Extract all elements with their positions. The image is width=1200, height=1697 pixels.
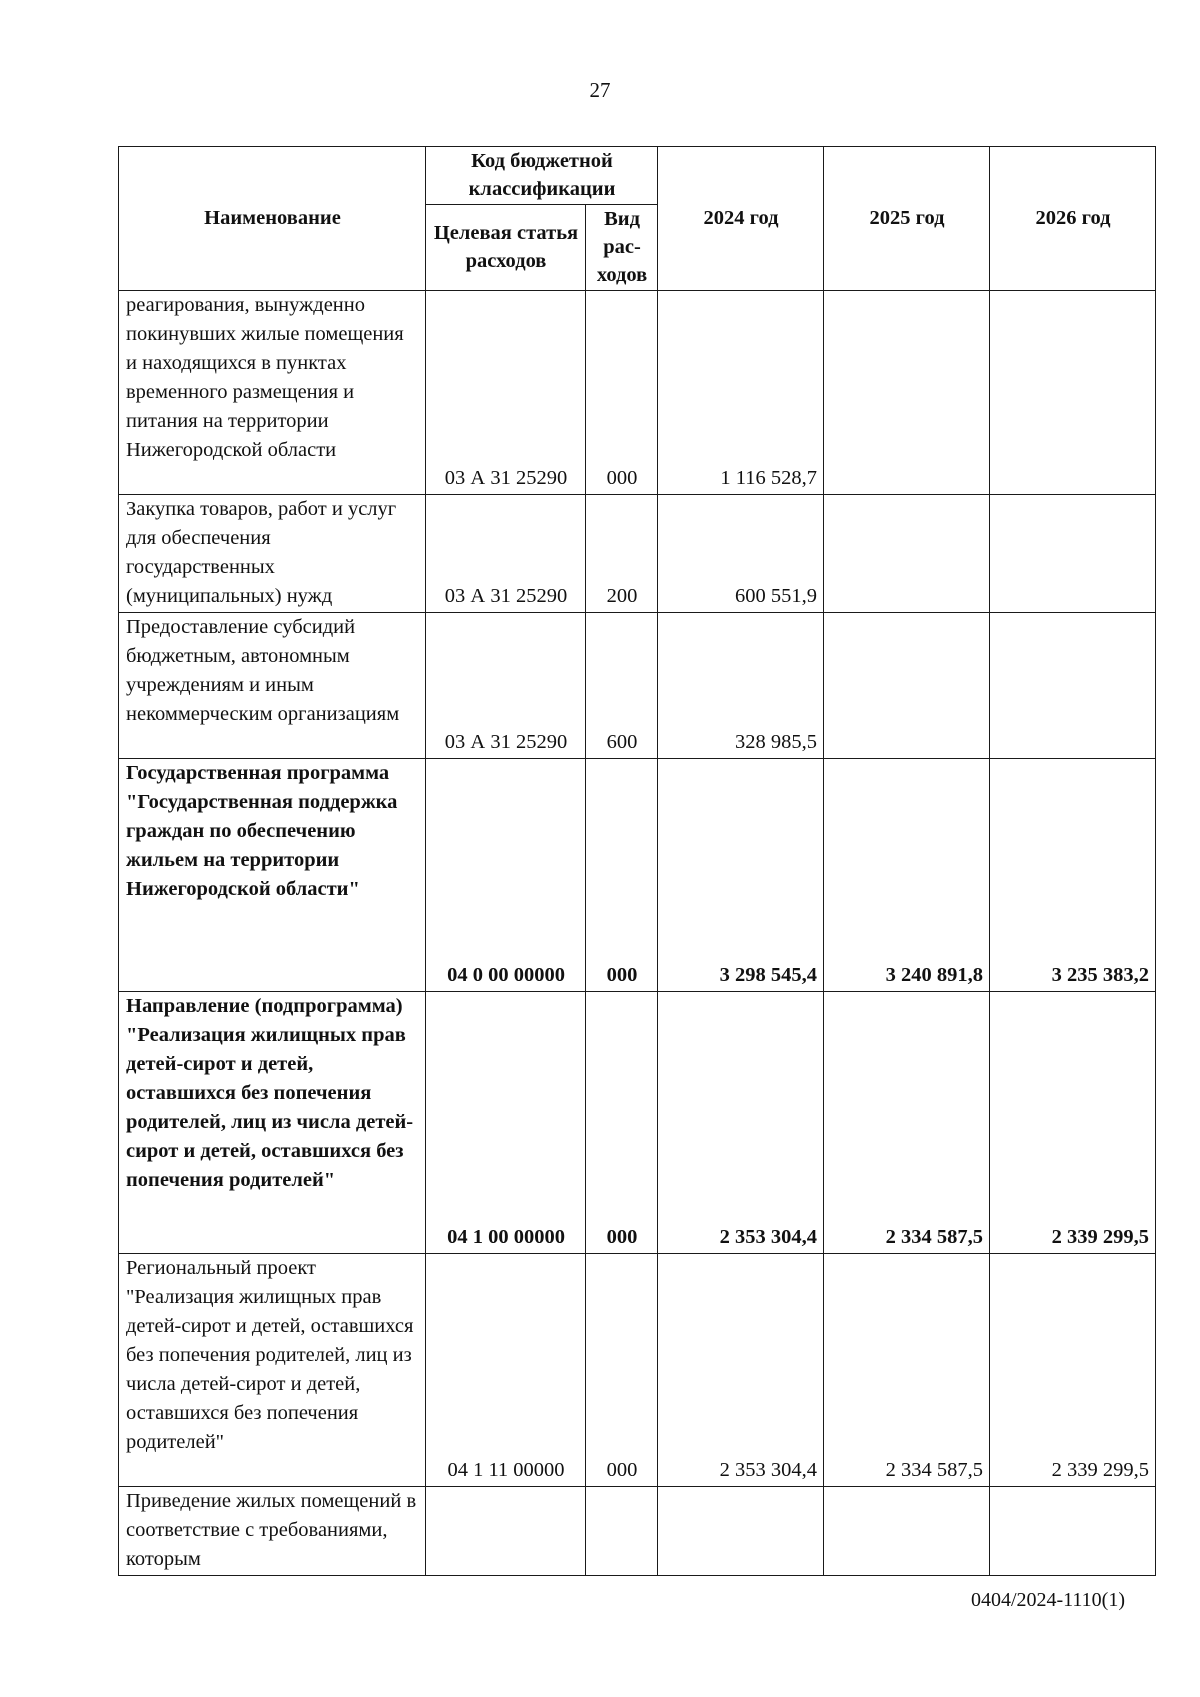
table-row [119, 1254, 1156, 1487]
table-row [119, 1487, 1156, 1576]
table-body [119, 291, 1156, 1576]
table-row [119, 495, 1156, 613]
header-2026: 2026 год [990, 147, 1156, 291]
row-value-2025 [824, 1487, 990, 1576]
row-target-code [426, 1487, 586, 1576]
row-target-code: 03 А 31 25290 [426, 495, 586, 613]
row-value-2026 [990, 495, 1156, 613]
row-name: Предоставление субсидий бюджетным, автономным учреждениям и иным некоммерческим организациям [119, 613, 426, 759]
row-value-2025: 3 240 891,8 [824, 759, 990, 992]
row-kind-code: 000 [586, 759, 658, 992]
header-row-1 [119, 147, 1156, 205]
row-value-2026 [990, 613, 1156, 759]
row-value-2024: 2 353 304,4 [658, 1254, 824, 1487]
row-name: Приведение жилых помещений в соответствие с требованиями, которым [119, 1487, 426, 1576]
row-value-2024: 3 298 545,4 [658, 759, 824, 992]
table-header [119, 147, 1156, 291]
header-2024: 2024 год [658, 147, 824, 291]
budget-table [118, 146, 1156, 1576]
row-value-2026 [990, 1487, 1156, 1576]
row-value-2024: 600 551,9 [658, 495, 824, 613]
row-value-2025 [824, 613, 990, 759]
row-name: реагирования, вынужденно покинувших жилые помещения и находящихся в пунктах временного размещения и питания на территории Нижегородской области [119, 291, 426, 495]
header-target: Целевая статья расходов [426, 205, 586, 291]
row-value-2024: 328 985,5 [658, 613, 824, 759]
row-kind-code: 000 [586, 992, 658, 1254]
header-code-group: Код бюджетной классификации [426, 147, 658, 205]
row-value-2026: 2 339 299,5 [990, 992, 1156, 1254]
table-row [119, 992, 1156, 1254]
header-2025: 2025 год [824, 147, 990, 291]
row-target-code: 04 1 11 00000 [426, 1254, 586, 1487]
row-value-2026: 2 339 299,5 [990, 1254, 1156, 1487]
row-name: Закупка товаров, работ и услуг для обеспечения государственных (муниципальных) нужд [119, 495, 426, 613]
row-target-code: 04 1 00 00000 [426, 992, 586, 1254]
row-name: Государственная программа "Государственная поддержка граждан по обеспечению жильем на территории Нижегородской области" [119, 759, 426, 992]
row-name: Региональный проект "Реализация жилищных прав детей-сирот и детей, оставшихся без попечения родителей, лиц из числа детей-сирот и детей, оставшихся без попечения родителей" [119, 1254, 426, 1487]
row-value-2024 [658, 1487, 824, 1576]
row-kind-code: 200 [586, 495, 658, 613]
row-target-code: 04 0 00 00000 [426, 759, 586, 992]
row-value-2024: 2 353 304,4 [658, 992, 824, 1254]
row-value-2025: 2 334 587,5 [824, 1254, 990, 1487]
document-id: 0404/2024-1110(1) [970, 1589, 1125, 1611]
row-target-code: 03 А 31 25290 [426, 613, 586, 759]
header-kind: Вид рас-ходов [586, 205, 658, 291]
table-row [119, 613, 1156, 759]
row-kind-code: 600 [586, 613, 658, 759]
table-row [119, 759, 1156, 992]
row-name: Направление (подпрограмма) "Реализация жилищных прав детей-сирот и детей, оставшихся без попечения родителей, лиц из числа детей-сирот и детей, оставшихся без попечения родителей" [119, 992, 426, 1254]
table-row [119, 291, 1156, 495]
page-number: 27 [589, 78, 611, 102]
row-kind-code [586, 1487, 658, 1576]
header-name: Наименование [119, 147, 426, 291]
row-value-2026 [990, 291, 1156, 495]
row-value-2024: 1 116 528,7 [658, 291, 824, 495]
row-kind-code: 000 [586, 291, 658, 495]
row-kind-code: 000 [586, 1254, 658, 1487]
row-value-2025 [824, 495, 990, 613]
row-value-2025: 2 334 587,5 [824, 992, 990, 1254]
row-target-code: 03 А 31 25290 [426, 291, 586, 495]
row-value-2026: 3 235 383,2 [990, 759, 1156, 992]
row-value-2025 [824, 291, 990, 495]
